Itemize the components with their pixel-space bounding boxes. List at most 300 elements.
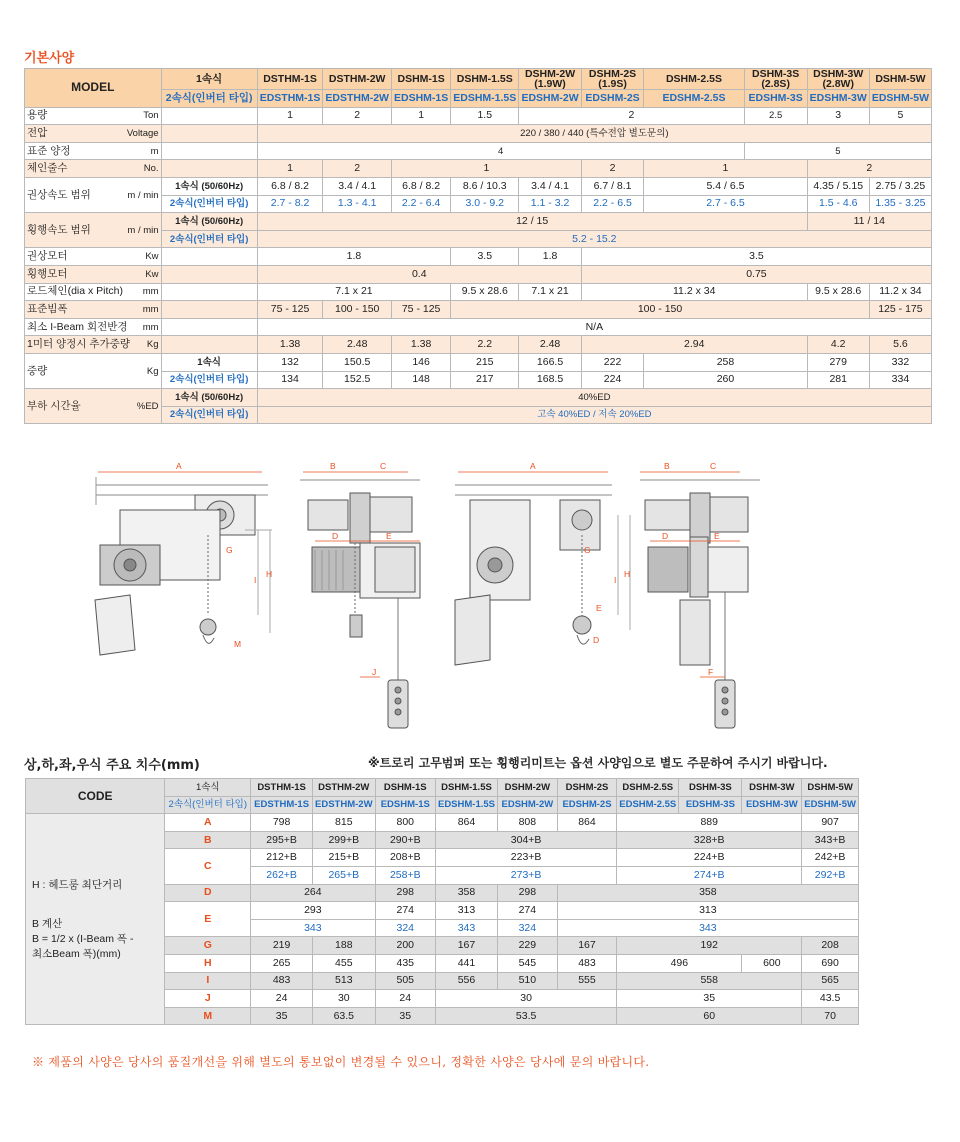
table-cell: 435	[375, 954, 435, 972]
table-cell: CODE	[26, 779, 165, 814]
table-cell: 152.5	[323, 371, 392, 389]
table-cell: 권상속도 범위 m / min	[25, 177, 162, 212]
table-cell: 146	[391, 353, 450, 371]
table-cell: B	[165, 831, 251, 849]
table-cell: 556	[435, 972, 497, 990]
table-cell: 35	[375, 1007, 435, 1025]
table-cell: EDSHM-5W	[802, 796, 859, 814]
table-cell: DSHM-3W	[742, 779, 802, 797]
table-cell: 220 / 380 / 440 (특수전압 별도문의)	[257, 125, 931, 143]
table-cell: 258+B	[375, 866, 435, 884]
table-cell: 168.5	[519, 371, 582, 389]
dim-section-note: ※트로리 고무범퍼 또는 횡행리미트는 옵션 사양임으로 별도 주문하여 주시기 바랍니다.	[368, 756, 828, 770]
table-cell: 304+B	[435, 831, 616, 849]
table-cell: J	[165, 990, 251, 1008]
table-cell	[161, 107, 257, 125]
dim-label-a2: A	[530, 461, 536, 471]
table-cell: 0.75	[581, 265, 931, 283]
table-cell: EDSHM-2.5S	[644, 90, 744, 108]
row-capacity	[25, 107, 932, 125]
table-cell: 265+B	[313, 866, 376, 884]
table-cell: C	[165, 849, 251, 884]
table-cell: 555	[557, 972, 617, 990]
table-cell: 343	[557, 919, 858, 937]
table-cell: DSHM-3S	[679, 779, 742, 797]
table-cell: EDSHM-1.5S	[451, 90, 519, 108]
row-travel-speed-2	[25, 230, 932, 248]
table-cell: 167	[557, 937, 617, 955]
table-cell: 166.5	[519, 353, 582, 371]
table-cell: 132	[257, 353, 323, 371]
table-cell: EDSHM-2S	[557, 796, 617, 814]
table-cell: 215	[451, 353, 519, 371]
table-cell: EDSHM-3W	[742, 796, 802, 814]
table-cell: 1속식	[161, 353, 257, 371]
table-cell: M	[165, 1007, 251, 1025]
table-cell: 1.5 - 4.6	[807, 195, 869, 213]
table-cell: 2속식(인버터 타입)	[165, 796, 251, 814]
table-cell: 권상모터 Kw	[25, 248, 162, 266]
table-cell: 545	[498, 954, 558, 972]
table-cell: 510	[498, 972, 558, 990]
table-cell: 1.8	[257, 248, 451, 266]
table-cell: 328+B	[617, 831, 802, 849]
table-cell: 53.5	[435, 1007, 616, 1025]
table-cell: 1	[391, 107, 450, 125]
table-cell: 5	[744, 142, 931, 160]
dim-label-b2: B	[664, 461, 670, 471]
table-cell: DSHM-2W	[498, 779, 558, 797]
table-cell: 313	[557, 902, 858, 920]
table-cell: EDSHM-2W	[498, 796, 558, 814]
table-cell: 455	[313, 954, 376, 972]
table-cell	[161, 160, 257, 178]
spec-header-row-2	[25, 90, 932, 108]
table-cell: 565	[802, 972, 859, 990]
row-hoist-motor	[25, 248, 932, 266]
table-cell: 889	[617, 814, 802, 832]
table-cell: 3	[807, 107, 869, 125]
table-cell: 483	[557, 954, 617, 972]
table-cell: 334	[869, 371, 931, 389]
dim-label-c2: C	[710, 461, 717, 471]
dim-label-d2: D	[662, 531, 669, 541]
table-cell: 558	[617, 972, 802, 990]
table-cell: 횡행속도 범위 m / min	[25, 213, 162, 248]
table-cell: 3.4 / 4.1	[323, 177, 392, 195]
table-cell: A	[165, 814, 251, 832]
table-cell: H	[165, 954, 251, 972]
table-cell: 358	[435, 884, 497, 902]
table-cell: 2속식(인버터 타입)	[161, 230, 257, 248]
table-cell: DSTHM-2W	[313, 779, 376, 797]
table-cell: DSHM-5W	[869, 69, 931, 90]
table-cell: 223+B	[435, 849, 616, 867]
table-cell	[161, 318, 257, 336]
table-cell: 290+B	[375, 831, 435, 849]
dim-label-e2: E	[714, 531, 720, 541]
table-cell: 7.1 x 21	[519, 283, 582, 301]
table-cell: 2속식(인버터 타입)	[161, 371, 257, 389]
table-cell: 2.2	[451, 336, 519, 354]
table-cell	[161, 265, 257, 283]
table-cell: 횡행모터 Kw	[25, 265, 162, 283]
table-cell: 313	[435, 902, 497, 920]
dim-header-row-1	[26, 779, 859, 797]
table-cell: 215+B	[313, 849, 376, 867]
table-cell: 43.5	[802, 990, 859, 1008]
table-cell: 441	[435, 954, 497, 972]
table-cell: EDSHM-1S	[375, 796, 435, 814]
table-cell: 148	[391, 371, 450, 389]
table-cell: 35	[251, 1007, 313, 1025]
table-cell: 2속식(인버터 타입)	[161, 195, 257, 213]
table-cell: EDSHM-1.5S	[435, 796, 497, 814]
table-cell: 258	[644, 353, 807, 371]
table-cell: 2.48	[323, 336, 392, 354]
dim-label-f1: F	[708, 667, 714, 677]
table-cell: DSHM-1S	[391, 69, 450, 90]
table-cell: 483	[251, 972, 313, 990]
spec-section-title: 기본사양	[24, 51, 75, 66]
table-cell: EDSTHM-1S	[257, 90, 323, 108]
drawing-front-view-2	[640, 480, 760, 728]
table-cell: 12 / 15	[257, 213, 807, 231]
table-cell: 298	[498, 884, 558, 902]
table-cell: 1속식 (50/60Hz)	[161, 213, 257, 231]
dim-label-m1: M	[234, 639, 242, 649]
table-cell: 1.1 - 3.2	[519, 195, 582, 213]
dim-row-a	[26, 814, 859, 832]
table-cell: 343+B	[802, 831, 859, 849]
row-chain-falls	[25, 160, 932, 178]
table-cell: DSHM-1S	[375, 779, 435, 797]
table-cell: 1.38	[391, 336, 450, 354]
row-lift	[25, 142, 932, 160]
table-cell: 1.8	[519, 248, 582, 266]
table-cell: DSHM-2.5S	[644, 69, 744, 90]
row-min-radius	[25, 318, 932, 336]
table-cell: 273+B	[435, 866, 616, 884]
table-cell: EDSHM-3S	[679, 796, 742, 814]
table-cell: 343	[435, 919, 497, 937]
table-cell: 24	[375, 990, 435, 1008]
table-cell: 281	[807, 371, 869, 389]
table-cell: 60	[617, 1007, 802, 1025]
table-cell: 260	[644, 371, 807, 389]
table-cell: 505	[375, 972, 435, 990]
table-cell: 3.0 - 9.2	[451, 195, 519, 213]
table-cell: DSHM-2S	[557, 779, 617, 797]
table-cell: 11.2 x 34	[869, 283, 931, 301]
table-cell: 212+B	[251, 849, 313, 867]
row-travel-motor	[25, 265, 932, 283]
table-cell: 2.7 - 8.2	[257, 195, 323, 213]
table-cell: 279	[807, 353, 869, 371]
table-cell: 864	[435, 814, 497, 832]
table-cell: 체인줄수 No.	[25, 160, 162, 178]
table-cell: 0.4	[257, 265, 581, 283]
table-cell: EDSTHM-2W	[313, 796, 376, 814]
table-cell: 907	[802, 814, 859, 832]
row-duty-2	[25, 406, 932, 424]
table-cell: 293	[251, 902, 375, 920]
table-cell: DSHM-1.5S	[435, 779, 497, 797]
table-cell: 30	[435, 990, 616, 1008]
table-cell: 1.35 - 3.25	[869, 195, 931, 213]
table-cell: 1속식 (50/60Hz)	[161, 389, 257, 407]
table-cell: 표준 양정 m	[25, 142, 162, 160]
table-cell: 125 - 175	[869, 301, 931, 319]
table-cell: DSHM-3S (2.8S)	[744, 69, 807, 90]
dim-label-g2: G	[584, 545, 591, 555]
table-cell: 167	[435, 937, 497, 955]
table-cell: DSHM-2S (1.9S)	[581, 69, 643, 90]
table-cell: EDSHM-1S	[391, 90, 450, 108]
table-cell	[161, 125, 257, 143]
table-cell: 3.4 / 4.1	[519, 177, 582, 195]
table-cell: 292+B	[802, 866, 859, 884]
hoist-drawings	[0, 455, 960, 745]
table-cell: 2.48	[519, 336, 582, 354]
table-cell	[161, 248, 257, 266]
table-cell: 24	[251, 990, 313, 1008]
table-cell: 6.7 / 8.1	[581, 177, 643, 195]
table-cell: 1미터 양정시 추가중량 Kg	[25, 336, 162, 354]
dim-label-i2: I	[614, 575, 617, 585]
table-cell: 1.38	[257, 336, 323, 354]
table-cell: 150.5	[323, 353, 392, 371]
table-cell	[161, 142, 257, 160]
table-cell: DSHM-3W (2.8W)	[807, 69, 869, 90]
table-cell: 2	[519, 107, 744, 125]
table-cell: E	[165, 902, 251, 937]
table-cell: 1	[257, 107, 323, 125]
table-cell: 298	[375, 884, 435, 902]
table-cell: 513	[313, 972, 376, 990]
table-cell: 2	[323, 160, 392, 178]
row-weight-1	[25, 353, 932, 371]
table-cell: 274	[375, 902, 435, 920]
table-cell: 35	[617, 990, 802, 1008]
table-cell: EDSHM-3S	[744, 90, 807, 108]
table-cell: 고속 40%ED / 저속 20%ED	[257, 406, 931, 424]
table-cell: 용량 Ton	[25, 107, 162, 125]
table-cell: 3.5	[581, 248, 931, 266]
table-cell: 229	[498, 937, 558, 955]
table-cell: 3.5	[451, 248, 519, 266]
row-extra-weight	[25, 336, 932, 354]
table-cell: 6.8 / 8.2	[391, 177, 450, 195]
table-cell: DSTHM-1S	[251, 779, 313, 797]
dim-label-g1: G	[226, 545, 233, 555]
dim-label-h1: H	[266, 569, 273, 579]
table-cell: 2	[323, 107, 392, 125]
table-cell: 798	[251, 814, 313, 832]
table-cell: 192	[617, 937, 802, 955]
table-cell: N/A	[257, 318, 931, 336]
table-cell: DSHM-2.5S	[617, 779, 679, 797]
drawing-side-view-2	[455, 485, 630, 665]
table-cell: 295+B	[251, 831, 313, 849]
table-cell: 11 / 14	[807, 213, 931, 231]
dim-label-j1: J	[372, 667, 377, 677]
table-cell: 274+B	[617, 866, 802, 884]
table-cell: 864	[557, 814, 617, 832]
table-cell: 2속식(인버터 타입)	[161, 406, 257, 424]
table-cell: 690	[802, 954, 859, 972]
table-cell: 600	[742, 954, 802, 972]
dim-label-d3: D	[593, 635, 600, 645]
table-cell: EDSHM-2S	[581, 90, 643, 108]
table-cell: 1.3 - 4.1	[323, 195, 392, 213]
table-cell: EDSHM-2.5S	[617, 796, 679, 814]
dim-label-c1: C	[380, 461, 387, 471]
drawing-side-view-1	[95, 477, 272, 655]
table-cell: 224+B	[617, 849, 802, 867]
table-cell: 208	[802, 937, 859, 955]
table-cell: D	[165, 884, 251, 902]
table-cell: 224	[581, 371, 643, 389]
dim-label-a1: A	[176, 461, 182, 471]
table-cell: 264	[251, 884, 375, 902]
table-cell: 100 - 150	[323, 301, 392, 319]
table-cell: 75 - 125	[391, 301, 450, 319]
table-cell: 4.35 / 5.15	[807, 177, 869, 195]
table-cell: 70	[802, 1007, 859, 1025]
table-cell: 2	[581, 160, 643, 178]
table-cell: 7.1 x 21	[257, 283, 451, 301]
table-cell: 100 - 150	[451, 301, 870, 319]
table-cell: 5.4 / 6.5	[644, 177, 807, 195]
dim-label-b1: B	[330, 461, 336, 471]
drawing-front-view-1	[300, 480, 420, 728]
table-cell: EDSHM-5W	[869, 90, 931, 108]
table-cell: 222	[581, 353, 643, 371]
table-cell: 5.2 - 15.2	[257, 230, 931, 248]
table-cell: 808	[498, 814, 558, 832]
dim-label-d1: D	[332, 531, 339, 541]
table-cell: DSTHM-2W	[323, 69, 392, 90]
table-cell: 2	[807, 160, 931, 178]
model-label: MODEL	[25, 69, 162, 108]
table-cell: 5.6	[869, 336, 931, 354]
table-cell: 274	[498, 902, 558, 920]
table-cell: 815	[313, 814, 376, 832]
row-weight-2	[25, 371, 932, 389]
table-cell: 6.8 / 8.2	[257, 177, 323, 195]
table-cell: 2.5	[744, 107, 807, 125]
table-cell: 188	[313, 937, 376, 955]
table-cell: 299+B	[313, 831, 376, 849]
table-cell: DSHM-5W	[802, 779, 859, 797]
table-cell: 265	[251, 954, 313, 972]
spec-header-row-1	[25, 69, 932, 90]
spec-table	[24, 68, 932, 424]
dim-label-e3: E	[596, 603, 602, 613]
table-cell: 1속식 (50/60Hz)	[161, 177, 257, 195]
table-cell: 전압 Voltage	[25, 125, 162, 143]
table-cell: 2.2 - 6.4	[391, 195, 450, 213]
table-cell: 324	[375, 919, 435, 937]
table-cell: 중량 Kg	[25, 353, 162, 388]
table-cell: 2.2 - 6.5	[581, 195, 643, 213]
table-cell: 1	[644, 160, 807, 178]
table-cell: G	[165, 937, 251, 955]
table-cell: I	[165, 972, 251, 990]
table-cell: 800	[375, 814, 435, 832]
table-cell: 4.2	[807, 336, 869, 354]
table-cell: 63.5	[313, 1007, 376, 1025]
table-cell: 표준빔폭 mm	[25, 301, 162, 319]
table-cell: 부하 시간율 %ED	[25, 389, 162, 424]
table-cell: 2.7 - 6.5	[644, 195, 807, 213]
table-cell: 최소 I-Beam 회전반경 mm	[25, 318, 162, 336]
table-cell: 324	[498, 919, 558, 937]
row-travel-speed-1	[25, 213, 932, 231]
table-cell: 1속식	[161, 69, 257, 90]
table-cell	[161, 283, 257, 301]
table-cell: 2.75 / 3.25	[869, 177, 931, 195]
dim-label-i1: I	[254, 575, 257, 585]
table-cell: 75 - 125	[257, 301, 323, 319]
row-voltage	[25, 125, 932, 143]
dim-section-title: 상,하,좌,우식 주요 치수(mm)	[24, 758, 200, 773]
table-cell: 9.5 x 28.6	[451, 283, 519, 301]
dim-label-e1: E	[386, 531, 392, 541]
row-duty-1	[25, 389, 932, 407]
table-cell: 358	[557, 884, 858, 902]
table-cell: 1	[391, 160, 581, 178]
table-cell: 2.94	[581, 336, 807, 354]
row-hoist-speed-2	[25, 195, 932, 213]
table-cell: DSHM-2W (1.9W)	[519, 69, 582, 90]
table-cell: 40%ED	[257, 389, 931, 407]
dim-notes: H : 헤드룸 최단거리 B 계산 B = 1/2 x (I-Beam 폭 - 최소Beam 폭)(mm)	[26, 814, 165, 1025]
table-cell: 200	[375, 937, 435, 955]
table-cell	[161, 301, 257, 319]
table-cell: 217	[451, 371, 519, 389]
table-cell: 496	[617, 954, 742, 972]
table-cell: 219	[251, 937, 313, 955]
dim-label-h2: H	[624, 569, 631, 579]
table-cell: 1.5	[451, 107, 519, 125]
table-cell: 343	[251, 919, 375, 937]
table-cell: 242+B	[802, 849, 859, 867]
table-cell: 8.6 / 10.3	[451, 177, 519, 195]
footer-note: ※ 제품의 사양은 당사의 품질개선을 위해 별도의 통보없이 변경될 수 있으니, 정확한 사양은 당사에 문의 바랍니다.	[32, 1055, 650, 1069]
table-cell: 134	[257, 371, 323, 389]
table-cell: 1	[257, 160, 323, 178]
table-cell: 9.5 x 28.6	[807, 283, 869, 301]
table-cell: 332	[869, 353, 931, 371]
table-cell: 208+B	[375, 849, 435, 867]
table-cell: 5	[869, 107, 931, 125]
table-cell	[161, 336, 257, 354]
row-beam-width	[25, 301, 932, 319]
row-load-chain	[25, 283, 932, 301]
table-cell: EDSHM-2W	[519, 90, 582, 108]
table-cell: 262+B	[251, 866, 313, 884]
table-cell: 2속식(인버터 타입)	[161, 90, 257, 108]
table-cell: 30	[313, 990, 376, 1008]
table-cell: EDSTHM-1S	[251, 796, 313, 814]
table-cell: 로드체인(dia x Pitch) mm	[25, 283, 162, 301]
table-cell: 11.2 x 34	[581, 283, 807, 301]
table-cell: EDSHM-3W	[807, 90, 869, 108]
table-cell: 4	[257, 142, 744, 160]
dimension-table	[25, 778, 859, 1025]
